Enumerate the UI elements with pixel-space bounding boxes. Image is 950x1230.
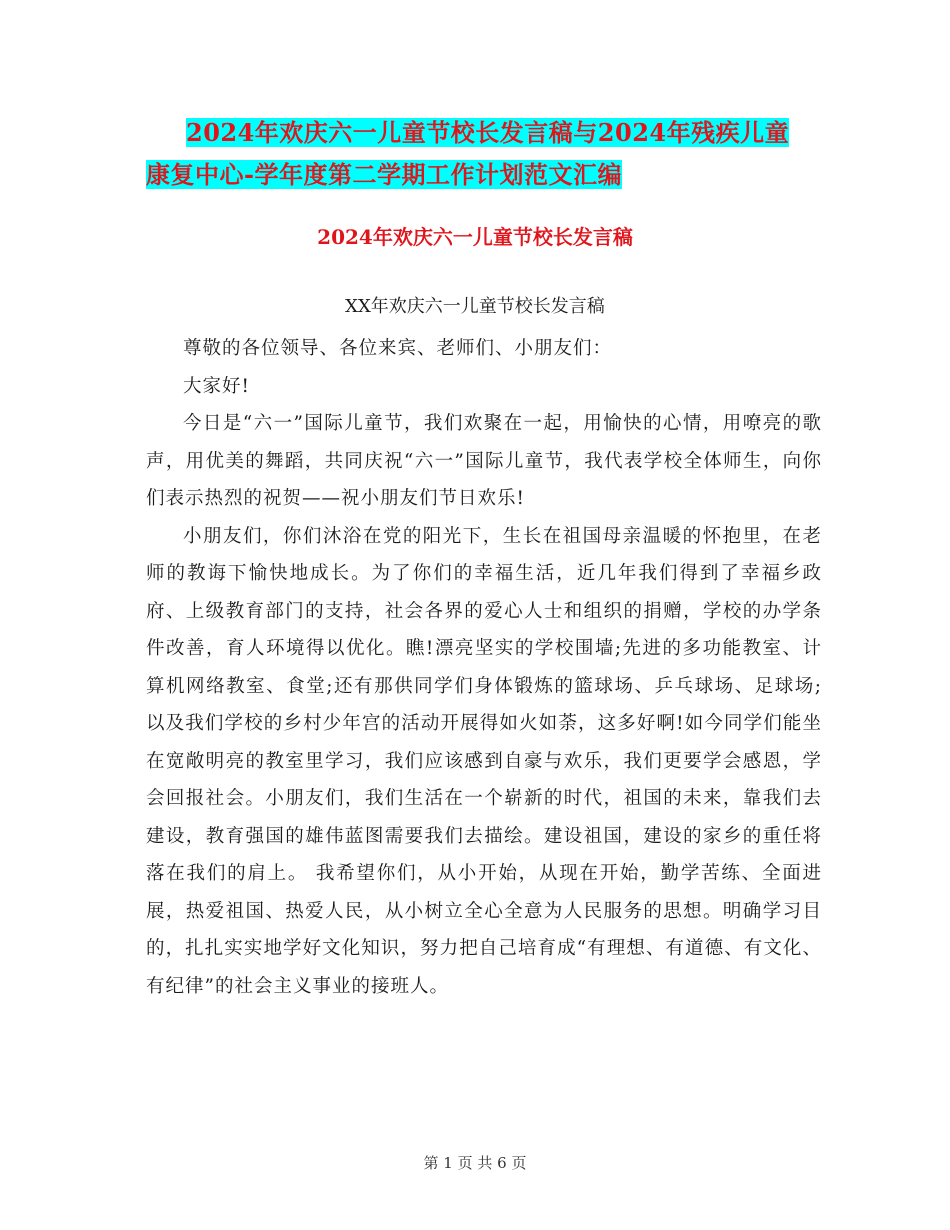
paragraph-main: 小朋友们，你们沐浴在党的阳光下，生长在祖国母亲温暖的怀抱里，在老师的教诲下愉快地成长。为了你们的幸福生活，近几年我们得到了幸福乡政府、上级教育部门的支持，社会各界的爱心人士和组织的捐赠，学校的办学条件改善，育人环境得以优化。瞧!漂亮坚实的学校围墙;先进的多功能教室、计算机网络教室、食堂;还有那供同学们身体锻炼的篮球场、乒乓球场、足球场;以及我们学校的乡村少年宫的活动开展得如火如荼，这多好啊!如今同学们能坐在宽敞明亮的教室里学习，我们应该感到自豪与欢乐，我们更要学会感恩，学会回报社会。小朋友们，我们生活在一个崭新的时代，祖国的未来，靠我们去建设，教育强国的雄伟蓝图需要我们去描绘。建设祖国，建设的家乡的重任将落在我们的肩上。 我希望你们，从小开始，从现在开始，勤学苦练、全面进展，热爱祖国、热爱人民，从小树立全心全意为人民服务的思想。明确学习目的，扎扎实实地学好文化知识，努力把自己培育成“有理想、有道德、有文化、有纪律”的社会主义事业的接班人。: [146, 525, 822, 997]
speech-subtitle: XX年欢庆六一儿童节校长发言稿: [345, 296, 605, 317]
title-line-1: 2024年欢庆六一儿童节校长发言稿与2024年残疾儿童: [186, 118, 790, 147]
paragraph-salutation: 尊敬的各位领导、各位来宾、老师们、小朋友们：: [183, 338, 613, 359]
document-title: [146, 112, 826, 196]
body-text: [146, 330, 822, 1005]
title-line-2: 康复中心-学年度第二学期工作计划范文汇编: [146, 160, 622, 189]
page-footer: 第 1 页 共 6 页: [423, 1154, 527, 1172]
paragraph-greeting: 大家好!: [183, 375, 250, 397]
section-title: 2024年欢庆六一儿童节校长发言稿: [317, 225, 633, 249]
paragraph-intro: 今日是“六一”国际儿童节，我们欢聚在一起，用愉快的心情，用嘹亮的歌声，用优美的舞蹈，共同庆祝“六一”国际儿童节，我代表学校全体师生，向你们表示热烈的祝贺——祝小朋友们节日欢乐!: [146, 413, 822, 509]
